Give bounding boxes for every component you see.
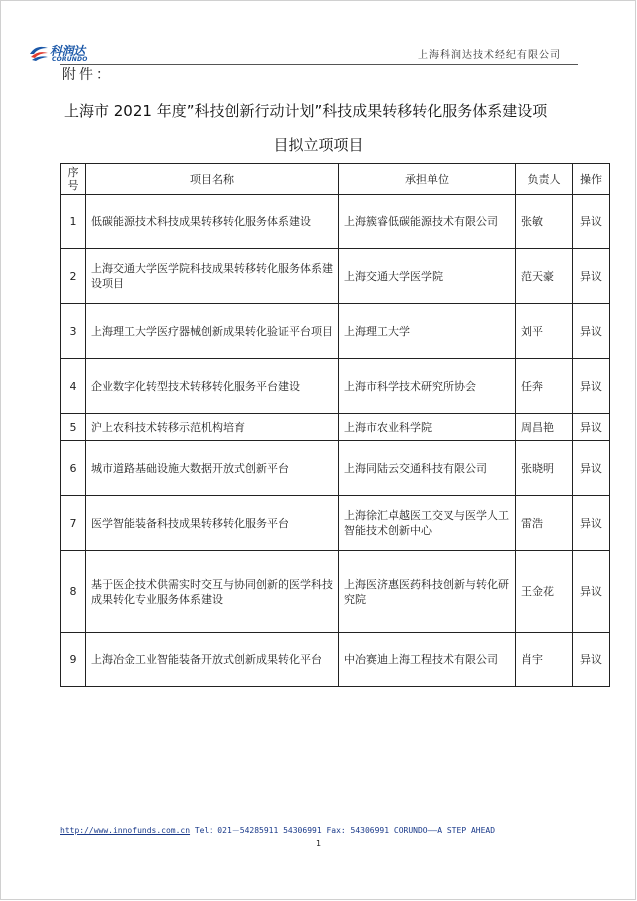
- objection-button[interactable]: 异议: [573, 195, 610, 249]
- objection-button[interactable]: 异议: [573, 249, 610, 304]
- row-project-name: 上海冶金工业智能装备开放式创新成果转化平台: [86, 633, 339, 687]
- table-row: [61, 414, 610, 441]
- footer-contact: [60, 825, 495, 836]
- row-organization: 上海徐汇卓越医工交叉与医学人工智能技术创新中心: [339, 496, 516, 551]
- footer-website-link[interactable]: http://www.innofunds.com.cn: [60, 826, 191, 835]
- header-no: 序号: [61, 164, 86, 195]
- objection-button[interactable]: 异议: [573, 551, 610, 633]
- document-title-line-1: 上海市 2021 年度”科技创新行动计划”科技成果转移转化服务体系建设项: [64, 102, 548, 120]
- row-project-name: 上海交通大学医学院科技成果转移转化服务体系建设项目: [86, 249, 339, 304]
- header-organization: 承担单位: [339, 164, 516, 195]
- row-organization: 中冶赛迪上海工程技术有限公司: [339, 633, 516, 687]
- attachment-label: 附件：: [62, 67, 113, 83]
- header-divider: [60, 64, 578, 65]
- row-project-name: 低碳能源技术科技成果转移转化服务体系建设: [86, 195, 339, 249]
- page-number: 1: [315, 839, 322, 848]
- row-organization: 上海同陆云交通科技有限公司: [339, 441, 516, 496]
- row-organization: 上海簇睿低碳能源技术有限公司: [339, 195, 516, 249]
- logo-text-en: CORUNDO: [52, 56, 88, 63]
- row-project-name: 城市道路基础设施大数据开放式创新平台: [86, 441, 339, 496]
- logo-swirl-icon: [28, 42, 50, 64]
- row-leader: 周昌艳: [516, 414, 573, 441]
- row-leader: 雷浩: [516, 496, 573, 551]
- row-leader: 张晓明: [516, 441, 573, 496]
- table-row: [61, 551, 610, 633]
- row-leader: 任奔: [516, 359, 573, 414]
- row-project-name: 上海理工大学医疗器械创新成果转化验证平台项目: [86, 304, 339, 359]
- row-leader: 肖宇: [516, 633, 573, 687]
- row-project-name: 沪上农科技术转移示范机构培育: [86, 414, 339, 441]
- footer-phone-fax: Tel：021－54285911 54306991 Fax: 54306991 CORUNDO——A STEP AHEAD: [190, 826, 496, 835]
- header-operation: 操作: [573, 164, 610, 195]
- row-no: 1: [61, 195, 86, 249]
- row-project-name: 基于医企技术供需实时交互与协同创新的医学科技成果转化专业服务体系建设: [86, 551, 339, 633]
- objection-button[interactable]: 异议: [573, 441, 610, 496]
- row-leader: 王金花: [516, 551, 573, 633]
- header-project-name: 项目名称: [86, 164, 339, 195]
- row-project-name: 企业数字化转型技术转移转化服务平台建设: [86, 359, 339, 414]
- table-row: [61, 249, 610, 304]
- table-row: [61, 359, 610, 414]
- table-header-row: [61, 164, 610, 195]
- row-organization: 上海市科学技术研究所协会: [339, 359, 516, 414]
- objection-button[interactable]: 异议: [573, 496, 610, 551]
- row-no: 2: [61, 249, 86, 304]
- row-no: 8: [61, 551, 86, 633]
- row-no: 6: [61, 441, 86, 496]
- company-name: 上海科润达技术经纪有限公司: [418, 50, 561, 61]
- table-row: [61, 195, 610, 249]
- project-table: [60, 163, 610, 687]
- row-leader: 张敏: [516, 195, 573, 249]
- header-leader: 负责人: [516, 164, 573, 195]
- row-leader: 范天豪: [516, 249, 573, 304]
- row-no: 7: [61, 496, 86, 551]
- row-organization: 上海交通大学医学院: [339, 249, 516, 304]
- row-leader: 刘平: [516, 304, 573, 359]
- objection-button[interactable]: 异议: [573, 359, 610, 414]
- objection-button[interactable]: 异议: [573, 304, 610, 359]
- row-no: 3: [61, 304, 86, 359]
- row-organization: 上海理工大学: [339, 304, 516, 359]
- objection-button[interactable]: 异议: [573, 414, 610, 441]
- document-title-line-2: 目拟立项项目: [273, 136, 364, 154]
- row-no: 9: [61, 633, 86, 687]
- row-organization: 上海市农业科学院: [339, 414, 516, 441]
- row-no: 5: [61, 414, 86, 441]
- row-organization: 上海医济惠医药科技创新与转化研究院: [339, 551, 516, 633]
- objection-button[interactable]: 异议: [573, 633, 610, 687]
- logo-text-cn: 科润达: [50, 44, 85, 58]
- table-row: [61, 304, 610, 359]
- row-no: 4: [61, 359, 86, 414]
- table-row: [61, 496, 610, 551]
- table-row: [61, 633, 610, 687]
- row-project-name: 医学智能装备科技成果转移转化服务平台: [86, 496, 339, 551]
- table-row: [61, 441, 610, 496]
